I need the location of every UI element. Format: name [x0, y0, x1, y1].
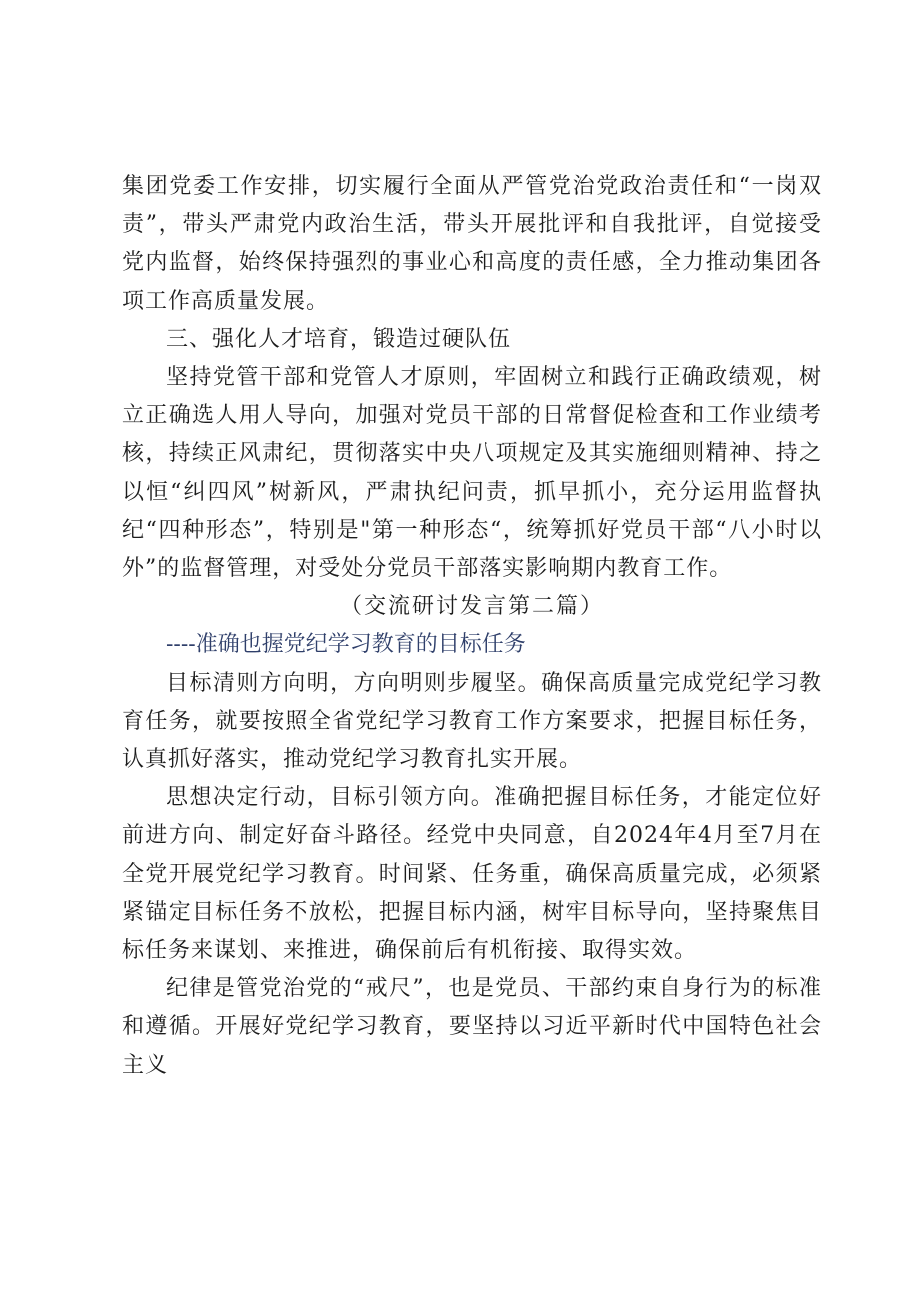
paragraph-goals: 目标清则方向明，方向明则步履坚。确保高质量完成党纪学习教育任务，就要按照全省党纪学习教育工作方案要求，把握目标任务，认真抓好落实，推动党纪学习教育扎实开展。 — [122, 670, 822, 773]
document-body — [122, 168, 822, 1085]
paragraph-continuation: 集团党委工作安排，切实履行全面从严管党治党政治责任和“一岗双责”，带头严肃党内政治生活，带头开展批评和自我批评，自觉接受党内监督，始终保持强烈的事业心和高度的责任感，全力推动集团各项工作高质量发展。 — [122, 174, 822, 314]
subtitle-dash: ---- — [166, 632, 196, 658]
paragraph-direction: 思想决定行动，目标引领方向。准确把握目标任务，才能定位好前进方向、制定好奋斗路径。经党中央同意，自2024年4月至7月在全党开展党纪学习教育。时间紧、任务重，确保高质量完成，必须紧紧锚定目标任务不放松，把握目标内涵，树牢目标导向，坚持聚焦目标任务来谋划、来推进，确保前后有机衔接、取得实效。 — [122, 785, 823, 964]
section-heading: 三、强化人才培育，锻造过硬队伍 — [166, 326, 512, 352]
paragraph-talent: 坚持党管干部和党管人才原则，牢固树立和践行正确政绩观，树立正确选人用人导向，加强对党员干部的日常督促检查和工作业绩考核，持续正风肃纪，贯彻落实中央八项规定及其实施细则精神、持之以恒“纠四风”树新风，严肃执纪问责，抓早抓小，充分运用监督执纪“四种形态”，特别是"第一种形态“，统筹抓好党员干部“八小时以外”的监督管理，对受处分党员干部落实影响期内教育工作。 — [122, 365, 822, 582]
second-speech-subtitle — [122, 626, 822, 664]
paragraph-discipline: 纪律是管党治党的“戒尺”，也是党员、干部约束自身行为的标准和遵循。开展好党纪学习教育，要坚持以习近平新时代中国特色社会主义 — [122, 976, 822, 1078]
second-speech-title: （交流研讨发言第二篇） — [339, 594, 604, 620]
subtitle-text: 准确也握党纪学习教育的目标任务 — [195, 632, 526, 658]
